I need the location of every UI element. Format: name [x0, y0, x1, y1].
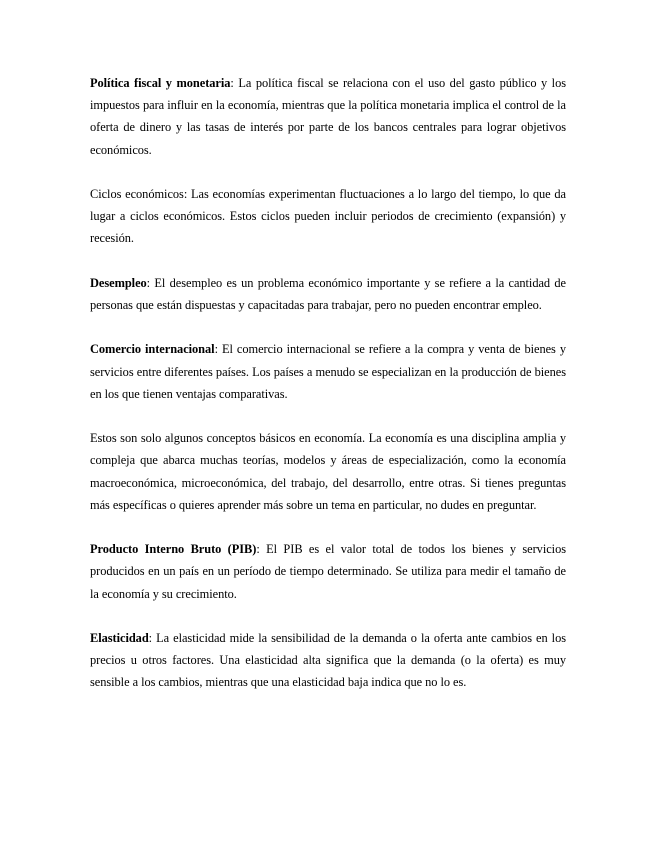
text-conceptos-basicos: Estos son solo algunos conceptos básicos en economía. La economía es una disciplina amplia y compleja que abarca muchas teorías, modelos y áreas de especialización, como la economía macroeconómica, microeconómica, del trabajo, del desarrollo, entre otras. Si tienes preguntas más específicas o quieres aprender más sobre un tema en particular, no dudes en preguntar.: [90, 431, 566, 512]
term-elasticidad: Elasticidad: [90, 630, 149, 645]
paragraph-ciclos-economicos: [90, 183, 566, 250]
paragraph-politica-fiscal: [90, 72, 566, 161]
text-ciclos-economicos: Ciclos económicos: Las economías experimentan fluctuaciones a lo largo del tiempo, lo que da lugar a ciclos económicos. Estos ciclos pueden incluir periodos de crecimiento (expansión) y recesión.: [90, 187, 566, 246]
term-politica-fiscal: Política fiscal y monetaria: [90, 76, 231, 90]
text-politica-fiscal: : La política fiscal se relaciona con el uso del gasto público y los impuestos para influir en la economía, mientras que la política monetaria implica el control de la oferta de dinero y las tasas de interés por parte de los bancos centrales para lograr objetivos económicos.: [90, 76, 566, 157]
term-desempleo: Desempleo: [90, 275, 147, 290]
text-comercio-internacional: : El comercio internacional se refiere a la compra y venta de bienes y servicios entre diferentes países. Los países a menudo se especializan en la producción de bienes en los que tienen ventajas comparativas.: [90, 342, 566, 401]
paragraph-desempleo: [90, 272, 566, 316]
paragraph-pib: [90, 538, 566, 605]
paragraph-comercio-internacional: [90, 338, 566, 405]
term-comercio-internacional: Comercio internacional: [90, 342, 215, 357]
text-desempleo: : El desempleo es un problema económico importante y se refiere a la cantidad de personas que están dispuestas y capacitadas para trabajar, pero no pueden encontrar empleo.: [90, 275, 566, 312]
paragraph-elasticidad: [90, 627, 566, 694]
document-page: [90, 72, 566, 716]
term-pib: Producto Interno Bruto (PIB): [90, 542, 257, 557]
text-elasticidad: : La elasticidad mide la sensibilidad de la demanda o la oferta ante cambios en los precios u otros factores. Una elasticidad alta significa que la demanda (o la oferta) es muy sensible a los cambios, mientras que una elasticidad baja indica que no lo es.: [90, 630, 566, 690]
text-pib: : El PIB es el valor total de todos los bienes y servicios producidos en un país en un período de tiempo determinado. Se utiliza para medir el tamaño de la economía y su crecimiento.: [90, 542, 566, 601]
paragraph-conceptos-basicos: [90, 427, 566, 516]
